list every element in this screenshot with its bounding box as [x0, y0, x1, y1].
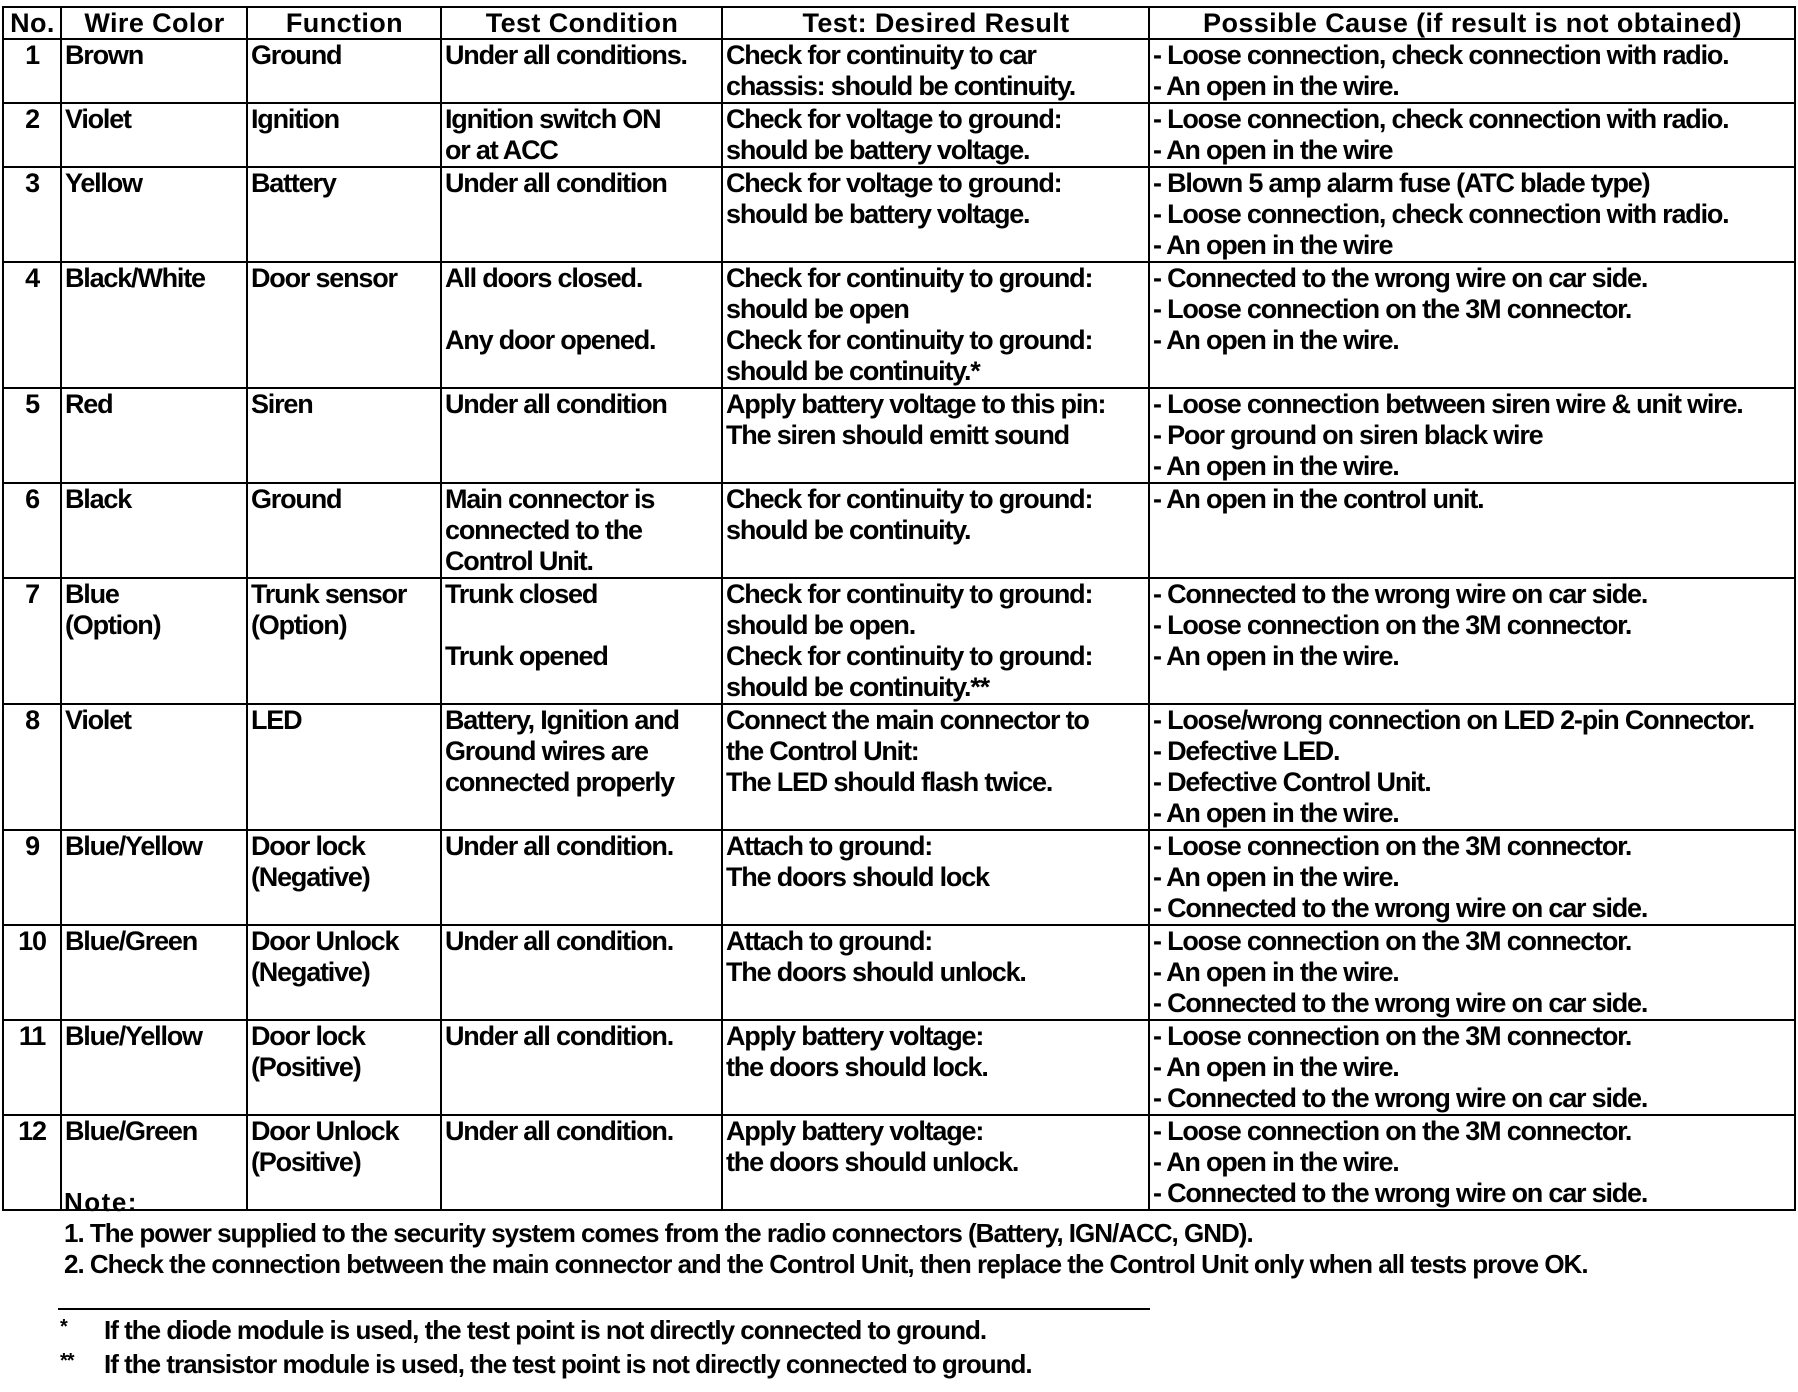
cell-line: - An open in the wire [1153, 135, 1393, 165]
footnote-text: If the transistor module is used, the test point is not directly connected to ground. [104, 1349, 1032, 1379]
cell-line: should be battery voltage. [726, 135, 1030, 165]
cell-line: should be continuity.* [726, 356, 980, 386]
note-item: 2. Check the connection between the main connector and the Control Unit, then replace the Control Unit only when all tests prove OK. [64, 1249, 1588, 1279]
cell-line: Battery, Ignition and [445, 705, 679, 735]
cell-line: Blue [65, 579, 119, 609]
cell-line: should be open [726, 294, 909, 324]
cell-function [247, 830, 441, 925]
cell-line: - An open in the wire. [1153, 641, 1399, 671]
cell-line: - An open in the control unit. [1153, 484, 1484, 514]
cell-line: - Defective Control Unit. [1153, 767, 1431, 797]
cell-possible-cause [1149, 578, 1795, 704]
cell-line: - An open in the wire. [1153, 71, 1399, 101]
cell-line: - Blown 5 amp alarm fuse (ATC blade type) [1153, 168, 1650, 198]
notes-title: Note: [64, 1187, 138, 1217]
cell-line: - Defective LED. [1153, 736, 1340, 766]
cell-possible-cause [1149, 167, 1795, 262]
cell-line: Siren [251, 389, 313, 419]
cell-line: - An open in the wire. [1153, 1147, 1399, 1177]
cell-line: - Loose connection, check connection with radio. [1153, 199, 1729, 229]
cell-line: Blue/Yellow [65, 1021, 202, 1051]
cell-line: Attach to ground: [726, 831, 933, 861]
cell-function [247, 39, 441, 103]
cell-line: Ground [251, 484, 342, 514]
cell-no: 11 [3, 1020, 61, 1115]
cell-line: Violet [65, 705, 131, 735]
cell-line: Blue/Yellow [65, 831, 202, 861]
cell-line: - Loose connection on the 3M connector. [1153, 294, 1632, 324]
cell-line: Blue/Green [65, 926, 198, 956]
note-item: 1. The power supplied to the security system comes from the radio connectors (Battery, IGN/ACC, GND). [64, 1218, 1253, 1248]
footnote [60, 1312, 1032, 1346]
cell-line: Door Unlock [251, 1116, 399, 1146]
cell-line [445, 610, 719, 641]
cell-no: 8 [3, 704, 61, 830]
cell-line: should be continuity. [726, 515, 971, 545]
cell-line: (Positive) [251, 1052, 361, 1082]
cell-line: (Option) [251, 610, 347, 640]
cell-line: The doors should lock [726, 862, 989, 892]
cell-line: Under all condition [445, 168, 667, 198]
cell-line: Check for continuity to ground: [726, 641, 1093, 671]
cell-line: Black [65, 484, 132, 514]
cell-desired-result [722, 830, 1149, 925]
cell-function [247, 925, 441, 1020]
table-row [3, 39, 1795, 103]
cell-line: Brown [65, 40, 143, 70]
cell-line: - Loose connection on the 3M connector. [1153, 610, 1632, 640]
cell-wire-color [61, 39, 247, 103]
footnote-divider [58, 1308, 1150, 1310]
cell-no: 9 [3, 830, 61, 925]
cell-possible-cause [1149, 704, 1795, 830]
cell-desired-result [722, 388, 1149, 483]
cell-line: Check for voltage to ground: [726, 104, 1062, 134]
table-row [3, 1020, 1795, 1115]
cell-function [247, 704, 441, 830]
cell-line: Door lock [251, 1021, 365, 1051]
cell-line: Ground wires are [445, 736, 648, 766]
cell-test-condition [441, 704, 722, 830]
cell-test-condition [441, 578, 722, 704]
cell-no: 1 [3, 39, 61, 103]
cell-desired-result [722, 704, 1149, 830]
footnotes-section [60, 1312, 1032, 1380]
cell-line: Violet [65, 104, 131, 134]
cell-line: Under all condition. [445, 1021, 674, 1051]
cell-line: Red [65, 389, 113, 419]
cell-line [445, 294, 719, 325]
cell-no: 2 [3, 103, 61, 167]
wire-test-table [2, 6, 1796, 1211]
table-row [3, 578, 1795, 704]
cell-line: (Negative) [251, 957, 370, 987]
cell-line: Under all condition. [445, 831, 674, 861]
cell-line: (Option) [65, 610, 161, 640]
cell-line: Door lock [251, 831, 365, 861]
cell-line: Under all condition [445, 389, 667, 419]
cell-line: - An open in the wire. [1153, 325, 1399, 355]
cell-line: - Loose connection between siren wire & unit wire. [1153, 389, 1743, 419]
cell-possible-cause [1149, 830, 1795, 925]
cell-line: Apply battery voltage: [726, 1021, 984, 1051]
header-test-condition: Test Condition [441, 7, 722, 39]
cell-desired-result [722, 262, 1149, 388]
cell-function [247, 103, 441, 167]
cell-line: should be battery voltage. [726, 199, 1030, 229]
cell-line: - Loose connection on the 3M connector. [1153, 831, 1632, 861]
cell-line: Main connector is [445, 484, 655, 514]
table-body [3, 39, 1795, 1210]
cell-function [247, 262, 441, 388]
cell-line: Door sensor [251, 263, 397, 293]
cell-line: All doors closed. [445, 263, 643, 293]
cell-no: 10 [3, 925, 61, 1020]
cell-line: (Negative) [251, 862, 370, 892]
cell-line: the doors should unlock. [726, 1147, 1019, 1177]
cell-line: connected properly [445, 767, 674, 797]
table-row [3, 925, 1795, 1020]
cell-function [247, 388, 441, 483]
cell-line: Door Unlock [251, 926, 399, 956]
cell-line: - An open in the wire. [1153, 451, 1399, 481]
cell-line: Check for continuity to ground: [726, 579, 1093, 609]
cell-line: chassis: should be continuity. [726, 71, 1076, 101]
cell-desired-result [722, 103, 1149, 167]
cell-no: 12 [3, 1115, 61, 1210]
cell-wire-color [61, 704, 247, 830]
cell-line: - An open in the wire. [1153, 957, 1399, 987]
cell-line: - Loose/wrong connection on LED 2-pin Connector. [1153, 705, 1754, 735]
cell-line: - Connected to the wrong wire on car side. [1153, 1083, 1648, 1113]
cell-line: - Connected to the wrong wire on car side. [1153, 1178, 1648, 1208]
cell-possible-cause [1149, 1020, 1795, 1115]
cell-line: Trunk sensor [251, 579, 407, 609]
cell-no: 3 [3, 167, 61, 262]
cell-possible-cause [1149, 262, 1795, 388]
cell-line: - Connected to the wrong wire on car side. [1153, 579, 1648, 609]
cell-test-condition [441, 262, 722, 388]
table-row [3, 167, 1795, 262]
cell-possible-cause [1149, 483, 1795, 578]
cell-function [247, 483, 441, 578]
cell-line: Check for voltage to ground: [726, 168, 1062, 198]
cell-line: - Loose connection, check connection with radio. [1153, 104, 1729, 134]
footnote [60, 1346, 1032, 1380]
cell-wire-color [61, 262, 247, 388]
cell-line: The doors should unlock. [726, 957, 1026, 987]
cell-test-condition [441, 483, 722, 578]
header-desired-result: Test: Desired Result [722, 7, 1149, 39]
cell-function [247, 167, 441, 262]
cell-line: Check for continuity to car [726, 40, 1036, 70]
cell-test-condition [441, 925, 722, 1020]
table-row [3, 388, 1795, 483]
cell-desired-result [722, 1020, 1149, 1115]
cell-line: Control Unit. [445, 546, 593, 576]
cell-test-condition [441, 167, 722, 262]
cell-line: Under all conditions. [445, 40, 687, 70]
cell-line: Yellow [65, 168, 142, 198]
cell-function [247, 1020, 441, 1115]
cell-line: Battery [251, 168, 336, 198]
cell-wire-color [61, 103, 247, 167]
cell-test-condition [441, 830, 722, 925]
cell-possible-cause [1149, 39, 1795, 103]
cell-desired-result [722, 483, 1149, 578]
footnote-mark: * [60, 1316, 67, 1338]
cell-desired-result [722, 578, 1149, 704]
cell-line: Ignition switch ON [445, 104, 661, 134]
cell-line: should be open. [726, 610, 915, 640]
cell-test-condition [441, 1020, 722, 1115]
cell-function [247, 578, 441, 704]
cell-test-condition [441, 103, 722, 167]
cell-test-condition [441, 388, 722, 483]
cell-wire-color [61, 925, 247, 1020]
cell-no: 6 [3, 483, 61, 578]
cell-line: Black/White [65, 263, 205, 293]
cell-desired-result [722, 39, 1149, 103]
table-row [3, 103, 1795, 167]
cell-no: 5 [3, 388, 61, 483]
cell-line: should be continuity.** [726, 672, 989, 702]
cell-line: Any door opened. [445, 325, 656, 355]
cell-wire-color [61, 578, 247, 704]
cell-line: - An open in the wire [1153, 230, 1393, 260]
cell-line: - Loose connection, check connection with radio. [1153, 40, 1729, 70]
header-function: Function [247, 7, 441, 39]
cell-wire-color [61, 167, 247, 262]
header-no: No. [3, 7, 61, 39]
cell-line: Under all condition. [445, 926, 674, 956]
cell-line: - Connected to the wrong wire on car side. [1153, 893, 1648, 923]
cell-line: Connect the main connector to [726, 705, 1089, 735]
cell-line: - Loose connection on the 3M connector. [1153, 1116, 1632, 1146]
cell-line: Blue/Green [65, 1116, 198, 1146]
table-header [3, 7, 1795, 39]
cell-line: Ground [251, 40, 342, 70]
header-possible-cause: Possible Cause (if result is not obtained) [1149, 7, 1795, 39]
cell-possible-cause [1149, 103, 1795, 167]
cell-wire-color [61, 483, 247, 578]
header-wire-color: Wire Color [61, 7, 247, 39]
header-row [3, 7, 1795, 39]
cell-line: Check for continuity to ground: [726, 484, 1093, 514]
cell-line: Check for continuity to ground: [726, 263, 1093, 293]
cell-wire-color [61, 388, 247, 483]
cell-line: - An open in the wire. [1153, 862, 1399, 892]
cell-no: 7 [3, 578, 61, 704]
cell-possible-cause [1149, 388, 1795, 483]
table-row [3, 830, 1795, 925]
cell-line: the doors should lock. [726, 1052, 988, 1082]
cell-line: Attach to ground: [726, 926, 933, 956]
cell-line: Apply battery voltage to this pin: [726, 389, 1106, 419]
cell-line: Trunk opened [445, 641, 608, 671]
notes-section [64, 1187, 1588, 1280]
cell-line: Check for continuity to ground: [726, 325, 1093, 355]
cell-line: - An open in the wire. [1153, 1052, 1399, 1082]
cell-line: Under all condition. [445, 1116, 674, 1146]
cell-wire-color [61, 830, 247, 925]
cell-line: connected to the [445, 515, 642, 545]
cell-possible-cause [1149, 925, 1795, 1020]
cell-line: Trunk closed [445, 579, 598, 609]
cell-line: LED [251, 705, 302, 735]
cell-line: - Connected to the wrong wire on car side. [1153, 263, 1648, 293]
table-row [3, 262, 1795, 388]
cell-desired-result [722, 925, 1149, 1020]
cell-line: the Control Unit: [726, 736, 919, 766]
cell-line: - An open in the wire. [1153, 798, 1399, 828]
table-row [3, 704, 1795, 830]
cell-line: - Connected to the wrong wire on car side. [1153, 988, 1648, 1018]
cell-desired-result [722, 167, 1149, 262]
cell-line: - Loose connection on the 3M connector. [1153, 1021, 1632, 1051]
cell-line: - Loose connection on the 3M connector. [1153, 926, 1632, 956]
footnote-mark: ** [60, 1350, 74, 1372]
cell-line: (Positive) [251, 1147, 361, 1177]
cell-test-condition [441, 39, 722, 103]
cell-line: - Poor ground on siren black wire [1153, 420, 1543, 450]
footnote-text: If the diode module is used, the test point is not directly connected to ground. [104, 1315, 987, 1345]
table-row [3, 483, 1795, 578]
cell-no: 4 [3, 262, 61, 388]
cell-wire-color [61, 1020, 247, 1115]
cell-line: or at ACC [445, 135, 558, 165]
cell-line: Ignition [251, 104, 339, 134]
cell-line: Apply battery voltage: [726, 1116, 984, 1146]
cell-line: The siren should emitt sound [726, 420, 1069, 450]
cell-line: The LED should flash twice. [726, 767, 1053, 797]
